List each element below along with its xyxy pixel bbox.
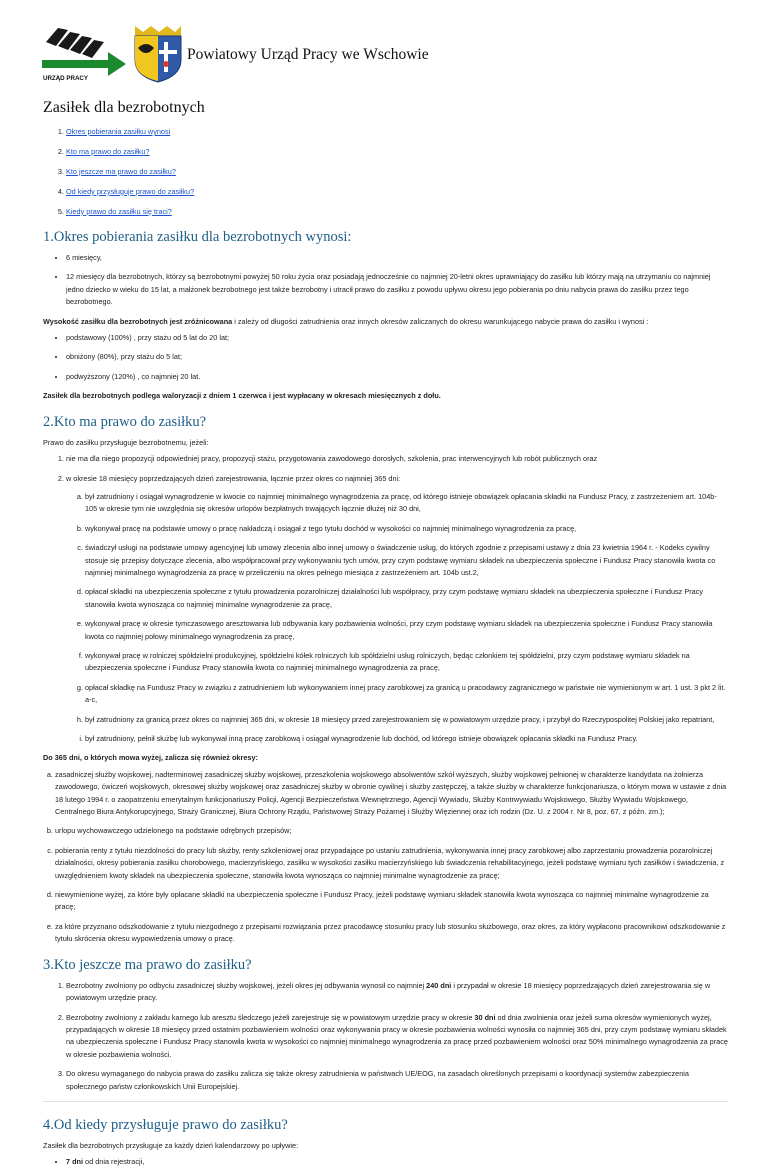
period-list (43, 252, 728, 309)
amount-list (43, 332, 728, 383)
page-title: Zasiłek dla bezrobotnych (43, 99, 205, 116)
list-item: • obniżony (80%), przy stażu do 5 lat; (66, 351, 728, 363)
indexation-note (43, 390, 728, 402)
toc-link-kiedy-traci[interactable]: Kiedy prawo do zasiłku się traci? (66, 206, 172, 216)
urzad-pracy-logo[interactable] (38, 22, 130, 82)
counted-periods-list (43, 769, 728, 946)
site-header (0, 0, 768, 92)
toc-link-od-kiedy[interactable]: Od kiedy przysługuje prawo do zasiłku? (66, 186, 195, 196)
sublist-item: f. wykonywał pracę w rolniczej spółdzielni produkcyjnej, spółdzielni kółek rolniczych lub spółdzielni usług rolniczych, będąc członkiem tej spółdzielni, przy czym podstawę wymiaru składek na ubezpieczenia społeczne i Fundusz Pracy stanowiła kwota co najmniej minimalnego wynagrodzenia za pracę, (85, 650, 728, 675)
sublist-item: b. urlopu wychowawczego udzielonego na podstawie odrębnych przepisów; (55, 825, 728, 837)
list-item-text: od dnia rejestracji, (83, 1157, 145, 1167)
section-heading-od-kiedy: 4.Od kiedy przysługuje prawo do zasiłku? (43, 1116, 288, 1133)
start-intro: Zasiłek dla bezrobotnych przysługuje za każdy dzień kalendarzowy po upływie: (43, 1140, 299, 1150)
toc-item (66, 206, 728, 218)
amount-text: i zależy od długości zatrudnienia oraz innych okresów zaliczanych do okresu warunkującego nabycie prawa do zasiłku i wynosi : (232, 316, 649, 326)
sublist-item: i. był zatrudniony, pełnił służbę lub wykonywał inną pracę zarobkową i osiągał wynagrodzenie lub dochód, od którego istnieje obowiązek opłacania składki na Fundusz Pracy. (85, 733, 728, 745)
sublist-item: b. wykonywał pracę na podstawie umowy o pracę nakładczą i osiągał z tego tytułu dochód w wysokości co najmniej minimalnego wynagrodzenia za pracę, (85, 523, 728, 535)
sublist-item: e. wykonywał pracę w okresie tymczasowego aresztowania lub odbywania kary pozbawienia wolności, przy czym podstawę wymiaru składek na ubezpieczenia społeczne i Fundusz Pracy stanowiła kwota co najmniej połowy minimalnego wynagrodzenia za pracę, (85, 618, 728, 643)
sublist-item: a. był zatrudniony i osiągał wynagrodzenie w kwocie co najmniej minimalnego wynagrodzenia za pracę, od którego istnieje obowiązek opłacania składki na Fundusz Pracy, z zastrzeżeniem art. 104b-105 w okresie tym nie uwzględnia się okresów urlopów bezpłatnych trwających łącznie dłużej niż 30 dni, (85, 491, 728, 516)
list-item-text: Bezrobotny zwolniony z zakładu karnego lub aresztu śledczego jeżeli zarejestruje się w powiatowym urzędzie pracy w okresie (66, 1012, 475, 1022)
sublist-item: d. niewymienione wyżej, za które były opłacane składki na ubezpieczenia społeczne i Fundusz Pracy, jeżeli podstawę wymiaru składek stanowiła kwota wynosząca co najmniej minimalne wynagrodzenie za pracę; (55, 889, 728, 914)
eligibility-intro: Prawo do zasiłku przysługuje bezrobotnemu, jeżeli: (43, 437, 209, 447)
eligibility-sublist (66, 491, 728, 746)
sublist-item: g. opłacał składkę na Fundusz Pracy w związku z zatrudnieniem lub wykonywaniem innej pracy zarobkowej za granicą u pracodawcy zagranicznego w państwie nie wymienionym w art. 1 ust. 3 pkt 2 lit. a-c, (85, 682, 728, 707)
list-item-text: od dnia zwolnienia oraz jeżeli suma okresów wymienionych wyżej, przypadających w okresie 18 miesięcy przed ostatnim pozbawieniem wolności oraz wykonywania pracy w okresie pozbawienia wolności wynosiła co najmniej 365 dni, przy czym podstawę wymiaru składek na ubezpieczenia społeczne i Fundusz Pracy stanowiła kwota w wysokości co najmniej minimalnego wynagrodzenia za pracę przed pozbawieniem wolności oraz 50% minimalnego wynagrodzenia za pracę w okresie pozbawienia wolności. (66, 1012, 728, 1059)
list-item-text: Bezrobotny zwolniony po odbyciu zasadniczej służby wojskowej, jeżeli okres jej odbywania wynosił co najmniej (66, 980, 427, 990)
list-item-bold: 240 dni (426, 980, 452, 990)
list-item-text: i przypadał w okresie 18 miesięcy poprzedzających dzień zarejestrowania się w powiatowym urzędzie pracy. (66, 980, 711, 1003)
start-list (43, 1156, 728, 1168)
main-content (43, 92, 728, 1176)
list-item: • podwyższony (120%) , co najmniej 20 lat. (66, 371, 728, 383)
sublist-item: a. zasadniczej służby wojskowej, nadterminowej zasadniczej służby wojskowej, przeszkolenia wojskowego absolwentów szkół wyższych, służby wojskowej pełnionej w charakterze kandydata na żołnierza zawodowego, ćwiczeń wojskowych, okresowej służby wojskowej oraz zasadniczej służby w obronie cywilnej i służby zastępczej, a także służby w charakterze funkcjonariusza, o którym mowa w ustawie z dnia 18 lutego 1994 r. o zaopatrzeniu emerytalnym funkcjonariuszy Policji, Agencji Bezpieczeństwa Wewnętrznego, Agencji Wywiadu, Służby Kontrwywiadu Wojskowego, Służby Wywiadu Wojskowego, Centralnego Biura Antykorupcyjnego, Straży Granicznej, Biura Ochrony Rządu, Państwowej Straży Pożarnej i Służby Więziennej oraz ich rodzin (Dz. U. z 2004 r. Nr 8, poz. 67, z późn. zm.); (55, 769, 728, 819)
list-item-bold: 7 dni (66, 1157, 84, 1167)
list-item: 1. nie ma dla niego propozycji odpowiedniej pracy, propozycji stażu, przygotowania zawodowego dorosłych, szkolenia, prac interwencyjnych lub robót publicznych oraz (66, 453, 728, 465)
sublist-item: c. pobierania renty z tytułu niezdolności do pracy lub służby, renty szkoleniowej oraz przypadające po ustaniu zatrudnienia, wykonywania innej pracy zarobkowej albo zaprzestaniu prowadzenia pozarolniczej działalności, okresy pobierania zasiłku chorobowego, macierzyńskiego, zasiłku w wysokości zasiłku macierzyńskiego lub świadczenia rehabilitacyjnego, jeżeli podstawę wymiaru tych zasiłków i świadczenia, z uwzględnieniem kwoty składek na ubezpieczenia społeczne, stanowiła kwota wynosząca co najmniej minimalne wynagrodzenie za pracę; (55, 845, 728, 882)
table-of-contents (43, 126, 728, 218)
list-item (66, 1012, 728, 1062)
list-item (66, 980, 728, 1005)
count-heading-text: Do 365 dni, o których mowa wyżej, zalicza się również okresy: (43, 753, 258, 763)
sublist-item: c. świadczył usługi na podstawie umowy agencyjnej lub umowy zlecenia albo innej umowy o świadczenie usług, do których zgodnie z przepisami ustawy z dnia 23 kwietnia 1964 r. - Kodeks cywilny stosuje się przepisy dotyczące zlecenia, albo współpracował przy wykonywaniu tych umów, przy czym podstawę wymiaru składek na ubezpieczenia społeczne i Fundusz Pracy stanowiła kwota co najmniej minimalnego wynagrodzenia za pracę w przeliczeniu na okres pełnego miesiąca z zastrzeżeniem art. 104b ust.2, (85, 542, 728, 579)
additional-eligibility-list (43, 980, 728, 1093)
svg-text:URZĄD PRACY: URZĄD PRACY (43, 75, 89, 82)
site-title: Powiatowy Urząd Pracy we Wschowie (187, 46, 429, 63)
toc-item (66, 166, 728, 178)
list-item: • 12 miesięcy dla bezrobotnych, którzy są bezrobotnymi powyżej 50 roku życia oraz posiadają jednocześnie co najmniej 20-letni okres uprawniający do zasiłku lub którzy mają na utrzymaniu co najmniej jedno dziecko w wieku do 15 lat, a małżonek bezrobotnego jest także bezrobotny i utracił prawo do zasiłku z powodu upływu okresu jego pobierania po dniu nabycia prawa do zasiłku przez tego bezrobotnego. (66, 271, 728, 308)
sublist-item: e. za które przyznano odszkodowanie z tytułu niezgodnego z przepisami rozwiązania przez pracodawcę stosunku pracy lub stosunku służbowego, oraz okres, za który wypłacono pracownikowi odszkodowanie z tytułu skrócenia okresu wypowiedzenia umowy o pracę. (55, 921, 728, 946)
sublist-item: d. opłacał składki na ubezpieczenia społeczne z tytułu prowadzenia pozarolniczej działalności lub współpracy, przy czym podstawę wymiaru składek na ubezpieczenia społeczne i Fundusz Pracy stanowiła kwota wynosząca co najmniej minimalne wynagrodzenie za pracę, (85, 586, 728, 611)
list-item-bold: 30 dni (474, 1012, 496, 1022)
indexation-note-text: Zasiłek dla bezrobotnych podlega waloryzacji z dniem 1 czerwca i jest wypłacany w okresach miesięcznych z dołu. (43, 391, 441, 401)
section-heading-kto-ma-prawo: 2.Kto ma prawo do zasiłku? (43, 413, 207, 430)
list-item: • podstawowy (100%) , przy stażu od 5 lat do 20 lat; (66, 332, 728, 344)
amount-bold-text: Wysokość zasiłku dla bezrobotnych jest zróżnicowana (43, 316, 233, 326)
toc-link-kto-jeszcze[interactable]: Kto jeszcze ma prawo do zasiłku? (66, 166, 176, 176)
list-item-text: w okresie 18 miesięcy poprzedzających dzień zarejestrowania, łącznie przez okres co najmniej 365 dni: (66, 473, 401, 483)
toc-item (66, 146, 728, 158)
section-divider (43, 1101, 728, 1102)
amount-paragraph (43, 316, 728, 328)
count-heading (43, 752, 728, 764)
wschowa-coat-of-arms-icon (133, 24, 183, 84)
section-heading-okres: 1.Okres pobierania zasiłku dla bezrobotnych wynosi: (43, 229, 352, 246)
list-item: • 6 miesięcy, (66, 252, 728, 264)
sublist-item: h. był zatrudniony za granicą przez okres co najmniej 365 dni, w okresie 18 miesięcy przed zarejestrowaniem się w powiatowym urzędzie pracy, i przybył do Rzeczypospolitej Polskiej jako repatriant, (85, 714, 728, 726)
list-item (66, 473, 728, 746)
list-item: 3. Do okresu wymaganego do nabycia prawa do zasiłku zalicza się także okresy zatrudnienia w państwach UE/EOG, na zasadach określonych przepisami o koordynacji systemów zabezpieczenia społecznego państw członkowskich Unii Europejskiej. (66, 1068, 728, 1093)
toc-link-kto-ma-prawo[interactable]: Kto ma prawo do zasiłku? (66, 146, 150, 156)
toc-link-okres[interactable]: Okres pobierania zasiłku wynosi (66, 127, 171, 136)
toc-item (66, 126, 728, 138)
list-item (66, 1156, 728, 1168)
section-heading-kto-jeszcze: 3.Kto jeszcze ma prawo do zasiłku? (43, 956, 252, 973)
eligibility-list (43, 453, 728, 745)
toc-item (66, 186, 728, 198)
